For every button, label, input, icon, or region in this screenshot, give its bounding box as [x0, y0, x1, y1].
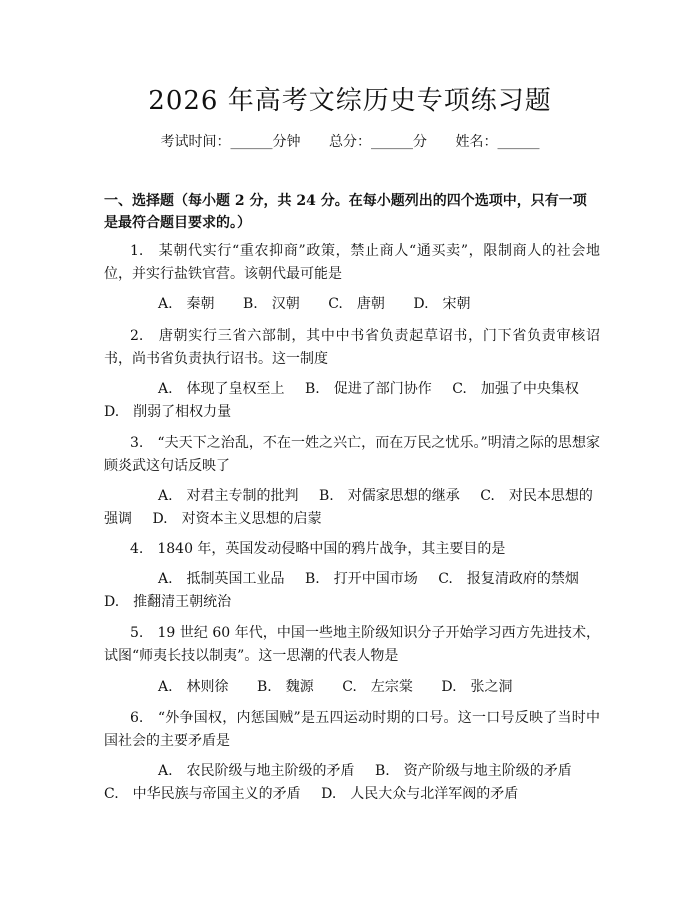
student-name: 姓名：______: [455, 134, 540, 150]
question-4-option-a: A. 抵制英国工业品: [158, 571, 285, 587]
question-2-options: [104, 378, 600, 424]
question-6-options: [104, 760, 600, 806]
question-1-option-b: B. 汉朝: [243, 296, 300, 312]
question-4-stem: 4. 1840 年，英国发动侵略中国的鸦片战争，其主要目的是: [130, 541, 506, 557]
question-6-option-a: A. 农民阶级与地主阶级的矛盾: [158, 763, 355, 779]
exam-score: 总分：______分: [329, 134, 427, 150]
question-1-option-c: C. 唐朝: [328, 296, 385, 312]
question-6-option-c: C. 中华民族与帝国主义的矛盾: [104, 786, 301, 802]
question-2-stem: 2. 唐朝实行三省六部制，其中中书省负责起草诏书，门下省负责审核诏书，尚书省负责执行诏书。这一制度: [104, 328, 600, 367]
question-6-stem: 6. “外争国权，内惩国贼”是五四运动时期的口号。这一口号反映了当时中国社会的主要矛盾是: [104, 710, 600, 749]
question-6-option-d: D. 人民大众与北洋军阀的矛盾: [321, 786, 519, 802]
question-5-stem: 5. 19 世纪 60 年代，中国一些地主阶级知识分子开始学习西方先进技术，试图“师夷长技以制夷”。这一思潮的代表人物是: [104, 625, 600, 664]
question-3-option-c: C. 对民本思想的强调: [104, 488, 593, 527]
exam-time: 考试时间：______分钟: [160, 134, 301, 150]
question-2-option-b: B. 促进了部门协作: [305, 381, 432, 397]
question-1-options: [104, 293, 600, 316]
question-5-option-d: D. 张之洞: [441, 679, 513, 695]
question-4-option-c: C. 报复清政府的禁烟: [438, 571, 579, 587]
question-6-option-b: B. 资产阶级与地主阶级的矛盾: [375, 763, 572, 779]
question-5-option-b: B. 魏源: [257, 679, 314, 695]
question-3-options: [104, 485, 600, 531]
question-1-option-d: D. 宋朝: [413, 296, 471, 312]
question-1-option-a: A. 秦朝: [158, 296, 215, 312]
question-3-option-d: D. 对资本主义思想的启蒙: [152, 511, 322, 527]
question-3-stem: 3. “夫天下之治乱，不在一姓之兴亡，而在万民之忧乐。”明清之际的思想家顾炎武这句话反映了: [104, 435, 600, 474]
question-5-option-c: C. 左宗棠: [342, 679, 413, 695]
question-2-option-c: C. 加强了中央集权: [452, 381, 579, 397]
exam-info: [0, 131, 700, 151]
question-4-option-d: D. 推翻清王朝统治: [104, 594, 232, 610]
page-title: 2026 年高考文综历史专项练习题: [148, 86, 552, 116]
question-2-option-d: D. 削弱了相权力量: [104, 404, 232, 420]
section-heading: 一、选择题（每小题 2 分，共 24 分。在每小题列出的四个选项中，只有一项是最符合题目要求的。）: [104, 193, 587, 231]
question-3-option-b: B. 对儒家思想的继承: [319, 488, 460, 504]
question-5-options: [104, 676, 600, 699]
question-5-option-a: A. 林则徐: [158, 679, 229, 695]
question-3-option-a: A. 对君主专制的批判: [158, 488, 299, 504]
question-2-option-a: A. 体现了皇权至上: [158, 381, 285, 397]
question-1-stem: 1. 某朝代实行“重农抑商”政策，禁止商人“通买卖”，限制商人的社会地位，并实行盐铁官营。该朝代最可能是: [104, 243, 600, 282]
question-4-options: [104, 568, 600, 614]
question-4-option-b: B. 打开中国市场: [305, 571, 418, 587]
